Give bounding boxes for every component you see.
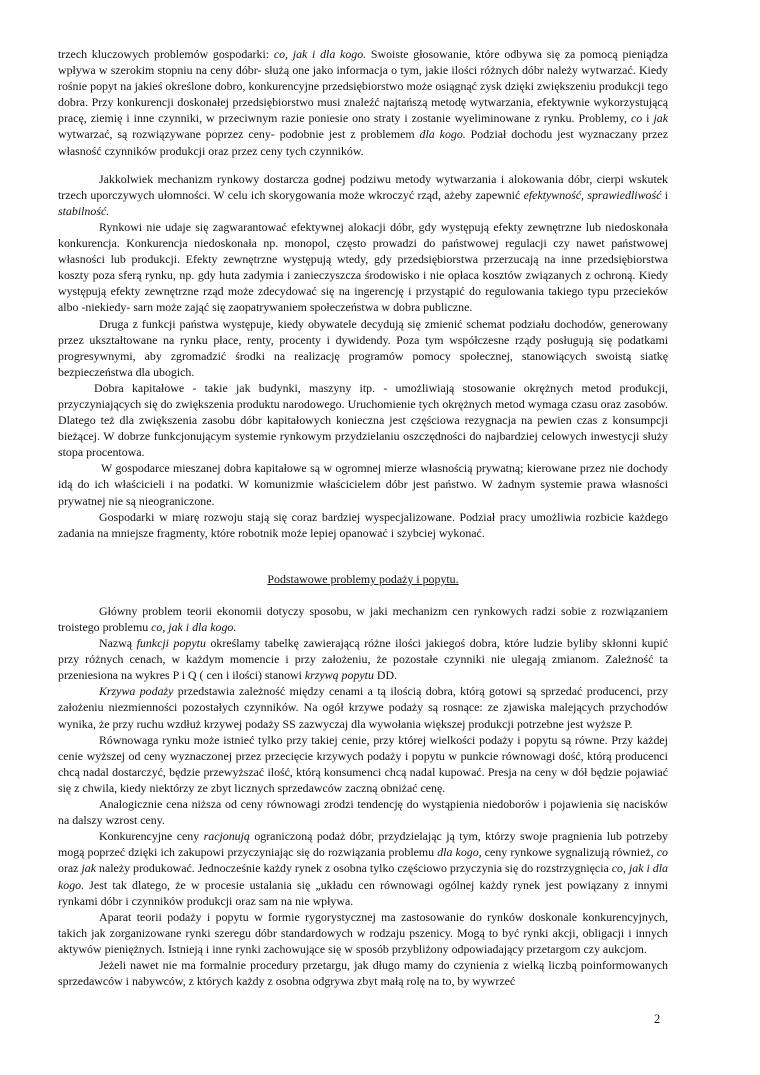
paragraph-4: Druga z funkcji państwa występuje, kiedy obywatele decydują się zmienić schemat podziału dochodów, generowany przez ukształtowane na rynku płace, renty, procenty i dywidendy. Poza tym współczesne rządy posługują się podatkami progresywnymi, aby zgromadzić środki na realizację programów pomocy społecznej, stanowiących swoistą siatkę bezpieczeństwa dla ubogich. [58,316,668,379]
paragraph-6: W gospodarce mieszanej dobra kapitałowe są w ogromnej mierze własnością prywatną; kierowane przez nie dochody idą do ich właścicieli i na podatki. W komunizmie właścicielem dóbr jest państwo. W żadnym systemie prawa własności prywatnej nie są nieograniczone. [58,461,668,508]
paragraph-8: Główny problem teorii ekonomii dotyczy sposobu, w jaki mechanizm cen rynkowych radzi sobie z rozwiązaniem troistego problemu co, jak i dla kogo. [58,603,668,634]
paragraph-10: Krzywa podaży przedstawia zależność między cenami a tą ilością dobra, którą gotowi są sprzedać producenci, przy założeniu niezmienności pozostałych czynników. Na ogół krzywe podaży są rosnące: ze zjawiska malejących przychodów wynika, że przy ruchu wzdłuż krzywej podaży SS zazwyczaj dla wywołania większej produkcji potrzebne jest wyższe P. [58,684,669,731]
paragraph-2: Jakkolwiek mechanizm rynkowy dostarcza godnej podziwu metody wytwarzania i alokowania dóbr, cierpi wskutek trzech uporczywych ułomności. W celu ich skorygowania może wkroczyć rząd, ażeby zapewnić efektywność, sprawiedliwość i stabilność. [58,171,669,218]
paragraph-12: Analogicznie cena niższa od ceny równowagi zrodzi tendencję do wystąpienia niedoborów i pojawienia się nacisków na dalszy wzrost ceny. [58,797,668,828]
paragraph-3: Rynkowi nie udaje się zagwarantować efektywnej alokacji dóbr, gdy występują efekty zewnętrzne lub niedoskonała konkurencja. Konkurencja niedoskonała np. monopol, często prowadzi do państwowej regulacji czy nawet państwowej własności lub produkcji. Efekty zewnętrzne występują wtedy, gdy przedsiębiorstwa przerzucają na inne przedsiębiorstwa koszty poza sferą rynku, np. gdy huta zadymia i zanieczyszcza środowisko i nie opłaca kosztów związanych z ochroną. Kiedy występują efekty zewnętrzne rząd może zdecydować się na ingerencję i przystąpić do regulowania takiego typu przecieków albo -niekiedy- sarn może zająć się zaopatrywaniem społeczeństwa w dobra publiczne. [58,219,668,315]
document-page [58,46,668,989]
paragraph-14: Aparat teorii podaży i popytu w formie rygorystycznej ma zastosowanie do rynków doskonale konkurencyjnych, takich jak zorganizowane rynki szeregu dóbr standardowych w rodzaju pszenicy. Mogą to być rynki akcji, obligacji i innych aktywów pieniężnych. Istnieją i inne rynki zachowujące się w sposób przybliżony odpowiadający przetargom czy aukcjom. [58,909,668,956]
paragraph-9: Nazwą funkcji popytu określamy tabelkę zawierającą różne ilości jakiegoś dobra, które ludzie byliby skłonni kupić przy różnych cenach, w każdym momencie i przy założeniu, że pozostałe czynniki nie ulegają zmianom. Zależność ta przeniesiona na wykres P i Q ( cen i ilości) stanowi krzywą popytu DD. [58,636,668,683]
paragraph-5: Dobra kapitałowe - takie jak budynki, maszyny itp. - umożliwiają stosowanie okrężnych metod produkcji, przyczyniających się do zwiększenia produktu narodowego. Uruchomienie tych okrężnych metod wymaga czasu oraz zasobów. Dlatego też dla zwiększenia zasobu dóbr kapitałowych konieczna jest częściowa rezygnacja na pewien czas z konsumpcji bieżącej. W dobrze funkcjonującym systemie rynkowym przydzielaniu oszczędności do najbardziej celowych inwestycji służy stopa procentowa. [58,380,668,460]
paragraph-11: Równowaga rynku może istnieć tylko przy takiej cenie, przy której wielkości podaży i popytu są równe. Przy każdej cenie wyższej od ceny wyznaczonej przez przecięcie krzywych podaży i popytu w punkcie równowagi dość, którą producenci chcą nadal dostarczyć, będzie przewyższać ilość, którą konsumenci chcą nadal kupować. Presja na ceny w dół będzie pojawiać się z chwila, kiedy niektórzy ze zbyt licznych sprzedawców zaczną obniżać cenę. [58,732,668,795]
paragraph-13: Konkurencyjne ceny racjonują ograniczoną podaż dóbr, przydzielając ją tym, którzy swoje pragnienia lub potrzeby mogą poprzeć dzięki ich zakupowi przyczyniając się do rozwiązania problemu dla kogo, ceny rynkowe sygnalizują również, co oraz jak należy produkować. Jednocześnie każdy rynek z osobna tylko częściowo przyczynia się do rozstrzygnięcia co, jak i dla kogo. Jest tak dlatego, że w procesie ustalania się „układu cen równowagi ogólnej każdy rynek jest powiązany z innymi rynkami dóbr i czynników produkcji oraz sam na nie wpływa. [58,829,669,908]
section-heading: Podstawowe problemy podaży i popytu. [267,571,459,586]
paragraph-1: trzech kluczowych problemów gospodarki: co, jak i dla kogo. Swoiste głosowanie, które odbywa się za pomocą pieniądza wpływa w szerokim stopniu na ceny dóbr- służą one jako informacja o tym, jakie ilości różnych dóbr należy wytwarzać. Kiedy rośnie popyt na jakieś określone dobro, konkurencyjne przedsiębiorstwo może osiągnąć zysk dzięki zwiększeniu produkcji tego dobra. Przy konkurencji doskonałej przedsiębiorstwo musi znaleźć najtańszą metodę wytwarzania, efektywnie wykorzystującą pracę, ziemię i inne czynniki, w przeciwnym razie poniesie ono straty i zostanie wyeliminowane z rynku. Problemy, co i jak wytwarzać, są rozwiązywane poprzez ceny- podobnie jest z problemem dla kogo. Podział dochodu jest wyznaczany przez własność czynników produkcji oraz przez ceny tych czynników. [58,47,668,158]
paragraph-7: Gospodarki w miarę rozwoju stają się coraz bardziej wyspecjalizowane. Podział pracy umożliwia rozbicie każdego zadania na mniejsze fragmenty, które robotnik może lepiej opanować i szybciej wykonać. [58,509,668,540]
page-number: 2 [654,1012,661,1026]
paragraph-15: Jeżeli nawet nie ma formalnie procedury przetargu, jak długo mamy do czynienia z wielką liczbą poinformowanych sprzedawców i nabywców, z których każdy z osobna odgrywa zbyt małą rolę na to, by wywrzeć [58,957,668,989]
